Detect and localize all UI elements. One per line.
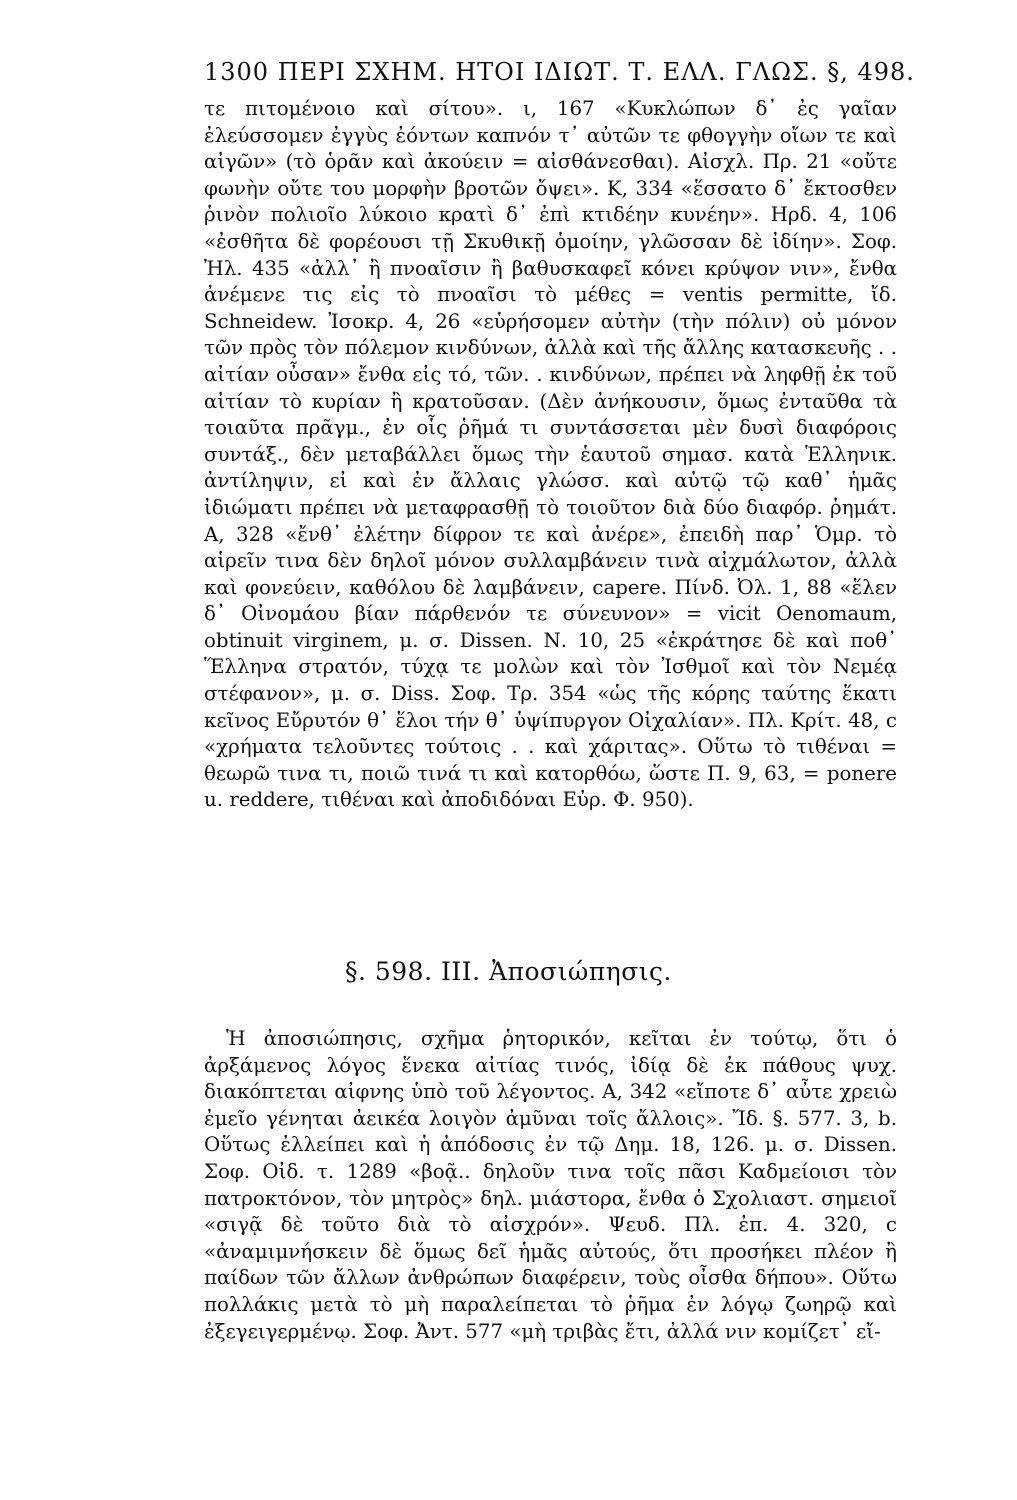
running-head: 1300 ΠΕΡΙ ΣΧΗΜ. ΗΤΟΙ ΙΔΙΩΤ. Τ. ΕΛΛ. ΓΛΩΣ. §, 498. bbox=[204, 58, 915, 86]
lower-paragraph: Ἡ ἀποσιώπησις, σχῆμα ῥητορικόν, κεῖται ἐν τούτῳ, ὅτι ὁ ἀρξάμενος λόγος ἕνεκα αἰτίας τινός, ἰδίᾳ δὲ ἐκ πάθους ψυχ. διακόπτεται αἰφνης ὑπὸ τοῦ λέγοντος. Α, 342 «εἴποτε δ᾽ αὖτε χρειὼ ἐμεῖο γένηται ἀεικέα λοιγὸν ἀμῦναι τοῖς ἄλλοις». Ἴδ. §. 577. 3, b. Οὕτως ἐλλείπει καὶ ἡ ἀπόδοσις ἐν τῷ Δημ. 18, 126. μ. σ. Dissen. Σοφ. Οἰδ. τ. 1289 «βοᾷ.. δηλοῦν τινα τοῖς πᾶσι Καδμείοισι τὸν πατροκτόνον, τὸν μητρὸς» δηλ. μιάστορα, ἔνθα ὁ Σχολιαστ. σημειοῖ «σιγᾷ δὲ τοῦτο διὰ τὸ αἰσχρόν». Ψευδ. Πλ. ἐπ. 4. 320, c «ἀναμιμνήσκειν δὲ ὅμως δεῖ ἡμᾶς αὐτούς, ὅτι προσήκει πλέον ἢ παίδων τῶν ἄλλων ἀνθρώπων διαφέρειν, τοὺς οἶσθα δήπου». Οὕτω πολλάκις μετὰ τὸ μὴ παραλείπεται τὸ ῥῆμα ἐν λόγῳ ζωηρῷ καὶ ἐξεγειγερμένῳ. Σοφ. Ἀντ. 577 «μὴ τριβὰς ἔτι, ἀλλά νιν κομίζετ᾽ εἴ- bbox=[204, 1027, 897, 1343]
lower-text-block bbox=[204, 1026, 897, 1345]
upper-paragraph: τε πιτομένοιο καὶ σίτου». ι, 167 «Κυκλώπων δ᾽ ἐς γαῖαν ἐλεύσσομεν ἐγγὺς ἐόντων καπνόν τ᾽ αὐτῶν τε φθογγὴν οἴων τε καὶ αἰγῶν» (τὸ ὁρᾶν καὶ ἀκούειν = αἰσθάνεσθαι). Αἰσχλ. Πρ. 21 «οὔτε φωνὴν οὔτε του μορφὴν βροτῶν ὄψει». Κ, 334 «ἕσσατο δ᾽ ἔκτοσθεν ῥινὸν πολιοῖο λύκοιο κρατὶ δ᾽ ἐπὶ κτιδέην κυνέην». Ηρδ. 4, 106 «ἐσθῆτα δὲ φορέουσι τῇ Σκυθικῇ ὁμοίην, γλῶσσαν δὲ ἰδίην». Σοφ. Ἠλ. 435 «ἀλλ᾽ ἢ πνοαῖσιν ἢ βαθυσκαφεῖ κόνει κρύψον νιν», ἔνθα ἀνέμενε τις εἰς τὸ πνοαῖσι τὸ μέθες = ventis permitte, ἴδ. Schneidew. Ἰσοκρ. 4, 26 «εὑρήσομεν αὐτὴν (τὴν πόλιν) οὐ μόνον τῶν πρὸς τὸν πόλεμον κινδύνων, ἀλλὰ καὶ τῆς ἄλλης κατασκευῆς . . αἰτίαν οὖσαν» ἔνθα εἰς τό, τῶν. . κινδύνων, πρέπει νὰ ληφθῇ ἐκ τοῦ αἰτίαν τὸ κυρίαν ἢ κρατοῦσαν. (Δὲν ἀνήκουσιν, ὅμως ἐνταῦθα τὰ τοιαῦτα πρᾶγμ., ἐν οἷς ῥῆμά τι συντάσσεται μὲν δυσὶ διαφόροις συντάξ., δὲν μεταβάλλει ὅμως τὴν ἑαυτοῦ σημασ. κατὰ Ἑλληνικ. ἀντίληψιν, εἰ καὶ ἐν ἄλλαις γλώσσ. καὶ αὐτῷ τῷ καθ᾽ ἡμᾶς ἰδιώματι πρέπει νὰ μεταφρασθῇ τὸ τοιοῦτον διὰ δύο διαφόρ. ῥημάτ. Α, 328 «ἔνθ᾽ ἐλέτην δίφρον τε καὶ ἀνέρε», ἐπειδὴ παρ᾽ Ὁμρ. τὸ αἱρεῖν τινα δὲν δηλοῖ μόνον συλλαμβάνειν τινὰ αἰχμάλωτον, ἀλλὰ καὶ φονεύειν, καθόλου δὲ λαμβάνειν, capere. Πίνδ. Ὀλ. 1, 88 «ἕλεν δ᾽ Οἰνομάου βίαν πάρθενόν τε σύνευνον» = vicit Oenomaum, obtinuit virginem, μ. σ. Dissen. Ν. 10, 25 «ἐκράτησε δὲ καὶ ποθ᾽ Ἕλληνα στρατόν, τύχᾳ τε μολὼν καὶ τὸν Ἰσθμοῖ καὶ τὸν Νεμέᾳ στέφανον», μ. σ. Diss. Σοφ. Τρ. 354 «ὡς τῆς κόρης ταύτης ἕκατι κεῖνος Εὔρυτόν θ᾽ ἕλοι τήν θ᾽ ὑψίπυργον Οἰχαλίαν». Πλ. Κρίτ. 48, c «χρήματα τελοῦντες τούτοις . . καὶ χάριτας». Οὕτω τὸ τιθέναι = θεωρῶ τινα τι, ποιῶ τινά τι καὶ κατορθόω, ὥστε Π. 9, 63, = ponere u. reddere, τιθέναι καὶ ἀποδιδόναι Εὐρ. Φ. 950). bbox=[204, 97, 897, 812]
section-heading: §. 598. III. Ἀποσιώπησις. bbox=[344, 957, 673, 986]
upper-text-block bbox=[204, 96, 897, 814]
